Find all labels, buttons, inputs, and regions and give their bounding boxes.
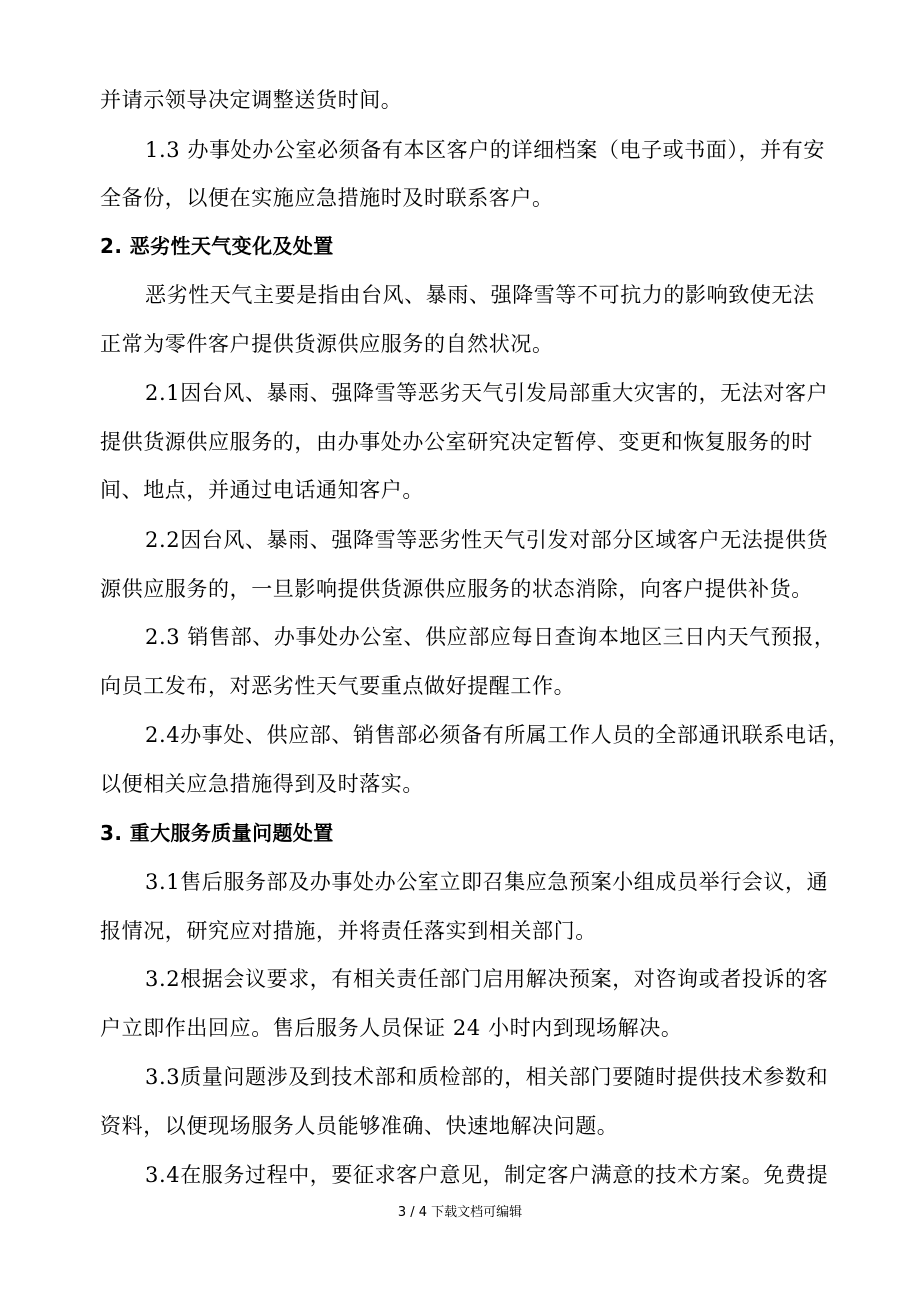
paragraph-line: 向员工发布，对恶劣性天气要重点做好提醒工作。: [100, 674, 576, 698]
paragraph-line: 报情况，研究应对措施，并将责任落实到相关部门。: [100, 919, 597, 943]
paragraph-line: 户立即作出回应。售后服务人员保证 24 小时内到现场解决。: [100, 1016, 683, 1040]
paragraph-line: 资料，以便现场服务人员能够准确、快速地解决问题。: [100, 1114, 619, 1138]
paragraph-line: 2.2因台风、暴雨、强降雪等恶劣性天气引发对部分区域客户无法提供货: [145, 528, 829, 552]
paragraph-line: 提供货源供应服务的，由办事处办公室研究决定暂停、变更和恢复服务的时: [100, 430, 813, 454]
paragraph-line: 3.1售后服务部及办事处办公室立即召集应急预案小组成员举行会议，通: [145, 870, 829, 894]
section-heading: 2. 恶劣性天气变化及处置: [100, 234, 334, 258]
paragraph-line: 1.3 办事处办公室必须备有本区客户的详细档案（电子或书面），并有安: [145, 138, 825, 162]
paragraph-line: 2.1因台风、暴雨、强降雪等恶劣天气引发局部重大灾害的，无法对客户: [145, 381, 829, 405]
paragraph-line: 全备份，以便在实施应急措施时及时联系客户。: [100, 186, 554, 210]
paragraph-line: 源供应服务的，一旦影响提供货源供应服务的状态消除，向客户提供补货。: [100, 577, 813, 601]
paragraph-line: 2.4办事处、供应部、销售部必须备有所属工作人员的全部通讯联系电话，: [145, 723, 850, 747]
paragraph-line: 以便相关应急措施得到及时落实。: [100, 772, 424, 796]
paragraph-line: 3.3质量问题涉及到技术部和质检部的，相关部门要随时提供技术参数和: [145, 1065, 829, 1089]
paragraph-line: 恶劣性天气主要是指由台风、暴雨、强降雪等不可抗力的影响致使无法: [145, 283, 815, 307]
section-heading: 3. 重大服务质量问题处置: [100, 821, 334, 845]
paragraph-line: 2.3 销售部、办事处办公室、供应部应每日查询本地区三日内天气预报，: [145, 625, 836, 649]
page-footer: 3 / 4 下载文档可编辑: [397, 1205, 523, 1220]
paragraph-line: 并请示领导决定调整送货时间。: [100, 88, 403, 112]
paragraph-line: 3.2根据会议要求，有相关责任部门启用解决预案，对咨询或者投诉的客: [145, 967, 829, 991]
paragraph-line: 间、地点，并通过电话通知客户。: [100, 478, 424, 502]
paragraph-line: 正常为零件客户提供货源供应服务的自然状况。: [100, 332, 554, 356]
paragraph-line: 3.4在服务过程中，要征求客户意见，制定客户满意的技术方案。免费提: [145, 1163, 829, 1187]
